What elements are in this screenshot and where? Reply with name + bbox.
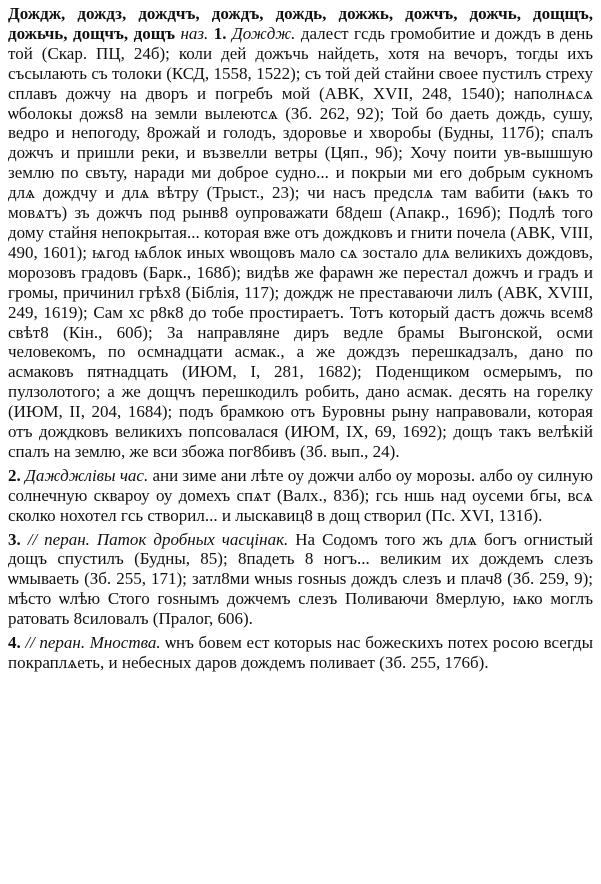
sense-definition-1: Дождж.: [231, 23, 296, 43]
entry-sense-2: [8, 466, 593, 526]
sense-text-4: ѡнъ бовем ест которыѕ нас божескихъ потех росою всегды покраплѧеть, и небесных даров дождемъ поливает (Зб. 255, 176б).: [8, 633, 594, 672]
entry-sense-1: [8, 4, 593, 462]
sense-number-2: 2.: [8, 465, 21, 485]
sense-text-2: ани зиме ани лѣте оу дожчи албо оу морозы. албо оу силную солнечную сквароу оу домехъ спѧт (Валх., 83б); гсь ншь над оусеми бгы, всѧ сколко нохотел гсь створил... и лыскавиц8 в дощ створил (Пс. XVI, 131б).: [8, 465, 593, 525]
entry-sense-3: [8, 530, 593, 630]
entry-headword: Дождж, дождз, дождчъ, дождъ, дождь, дожжь, дожчъ, дожчь, дощщъ, дожьчь, дощчъ, дощъ: [8, 4, 593, 43]
entry-sense-4: [8, 633, 593, 673]
sense-definition-4: // перан. Мноства.: [25, 633, 161, 653]
sense-definition-3: // перан. Паток дробных часцінак.: [27, 529, 289, 549]
sense-number-4: 4.: [8, 633, 21, 653]
sense-number-3: 3.: [8, 529, 21, 549]
sense-number-1: 1.: [213, 23, 227, 43]
sense-text-3: На Содомъ того жъ длѧ богъ огнистый дощъ спустилъ (Будны, 85); 8падеть 8 ногъ... великим их дождемъ слезъ ѡмываеть (Зб. 255, 171); затл8ми ѡныѕ гоѕныѕ дождъ слезъ и плач8 (Зб. 259, 9); мѣсто ѡлѣю Стого гоѕнымъ дожчемъ слезъ Поливаючи 8мерлую, ѩко моглъ ратовать 8силовалъ (Пралог, 606).: [8, 529, 593, 629]
sense-text-1: далест гсдь громобитие и дождъ в день той (Скар. ПЦ, 24б); коли дей дожъчь найдеть, хотя на вечоръ, тогды ихъ съсылають съ толоки (КСД, 1558, 1522); съ той дей стайни своее пустилъ стреху сплавъ дожчу на дворъ и погребъ мой (АВК, XVII, 248, 1540); наполнѧсѧ ѡболокы дожѕ8 на земли вылеютсѧ (Зб. 262, 92); Той бо даеть дождь, сушу, ведро и непогоду, 8рожай и голодъ, здоровье и хворобы (Будны, 117б); спалъ дожчъ и пришли реки, и възвелли ветры (Цяп., 9б); Хочу поити ув-вышшую землю по свъту, наради ми доброе судно... и покрыи ми его добрым сукномъ длѧ дождчу и длѧ вѣтру (Трыст., 23); чи насъ предслѧ там вабити (ѩкъ то мовѧтъ) зъ дожчъ под рынв8 оупроважати б8деш (Апакр., 169б); Подлѣ того дому стайня непокрытая... которая вже отъ дождковъ и гнити почела (АВК, VIII, 490, 1601); ѩгод ѩблок иных ѡвощовъ мало сѧ зостало длѧ великихъ дождовъ, морозовъ градовъ (Барк., 168б); видѣв же фараѡн же перестал дожчъ и градъ и громы, причинил грѣх8 (Біблія, 117); дождж не преставаючи лилъ (АВК, XVIII, 249, 1619); Сам хс р8к8 до тобе простираетъ. Тотъ который дастъ дожчь всем8 свѣт8 (Кін., 60б); За направляне диръ ведле брамы Выгонской, осми человекомъ, по осмнадцати асмак., а же дождзъ перешкадзалъ, дано по асмаковъ пятнадцать (ИЮМ, I, 281, 1682); Поденщиком осмерымъ, по пулзолотого; а же дощчъ перешкодилъ робить, дано асмак. десять на горелку (ИЮМ, II, 204, 1684); подъ брамкою отъ Буровны рыну направовали, которая отъ дождковъ великихъ попсовалася (ИЮМ, IX, 69, 1692); дощъ такъ велѣкій спалъ на землю, же вси збожа пог8бивъ (Зб. вып., 24).: [8, 23, 594, 461]
grammar-label: наз.: [180, 23, 209, 43]
sense-definition-2: Дажджлівы час.: [25, 465, 149, 485]
